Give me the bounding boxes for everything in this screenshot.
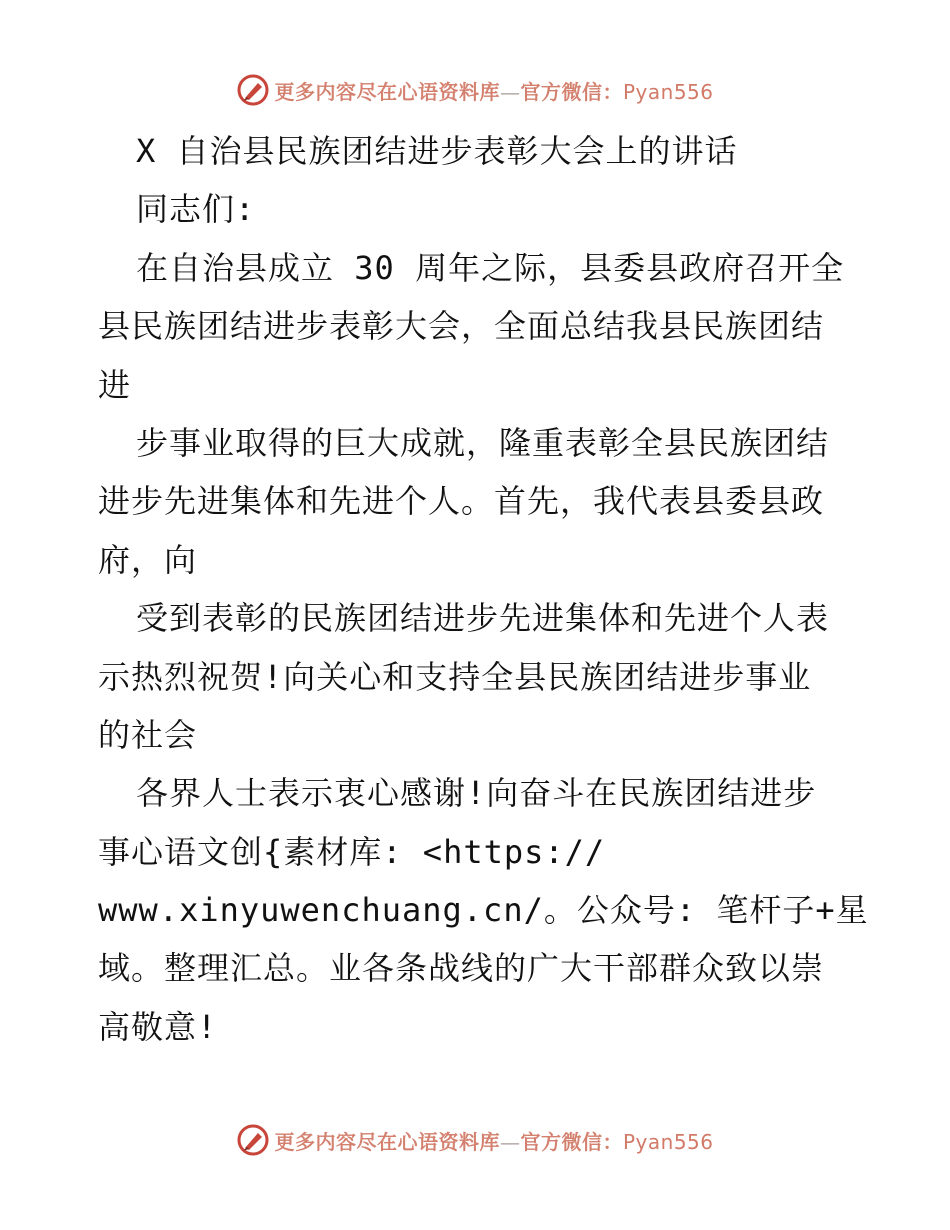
header-banner-text	[274, 76, 713, 105]
header-banner	[0, 70, 950, 110]
footer-banner-wechat-id: Pyan556	[622, 1129, 714, 1154]
footer-banner-wechat-label: 官方微信：	[520, 1129, 623, 1154]
footer-banner-separator: —	[499, 1129, 521, 1154]
pen-nib-logo-icon	[236, 1123, 270, 1157]
footer-banner-text	[274, 1126, 713, 1155]
text-line: 在自治县成立 30 周年之际，县委县政府召开全	[136, 248, 845, 287]
text-line: 县民族团结进步表彰大会，全面总结我县民族团结	[98, 307, 825, 346]
text-line: 示热烈祝贺!向关心和支持全县民族团结进步事业	[98, 657, 812, 696]
document-title: X 自治县民族团结进步表彰大会上的讲话	[136, 132, 738, 170]
text-line: 进步先进集体和先进个人。首先，我代表县委县政	[98, 482, 825, 521]
header-banner-promo: 更多内容尽在心语资料库	[274, 79, 500, 104]
salutation: 同志们:	[136, 190, 256, 229]
pen-nib-logo-icon	[236, 73, 270, 107]
text-line: 高敬意!	[98, 1007, 218, 1046]
text-line: 进	[98, 365, 132, 404]
document-body	[98, 122, 869, 1056]
text-line: 受到表彰的民族团结进步先进集体和先进个人表	[136, 599, 830, 638]
text-line: 各界人士表示衷心感谢!向奋斗在民族团结进步	[136, 774, 817, 813]
header-banner-wechat-id: Pyan556	[622, 79, 714, 104]
footer-banner-promo: 更多内容尽在心语资料库	[274, 1129, 500, 1154]
header-banner-wechat-label: 官方微信：	[520, 79, 623, 104]
text-line: 的社会	[98, 715, 198, 754]
text-line: www.xinyuwenchuang.cn/。公众号: 笔杆子+星	[98, 891, 869, 930]
text-line: 事心语文创{素材库: <https://	[98, 832, 606, 871]
footer-banner	[0, 1120, 950, 1160]
text-line: 步事业取得的巨大成就，隆重表彰全县民族团结	[136, 423, 830, 462]
text-line: 府，向	[98, 540, 198, 579]
header-banner-separator: —	[499, 79, 521, 104]
text-line: 域。整理汇总。业各条战线的广大干部群众致以崇	[98, 949, 825, 988]
